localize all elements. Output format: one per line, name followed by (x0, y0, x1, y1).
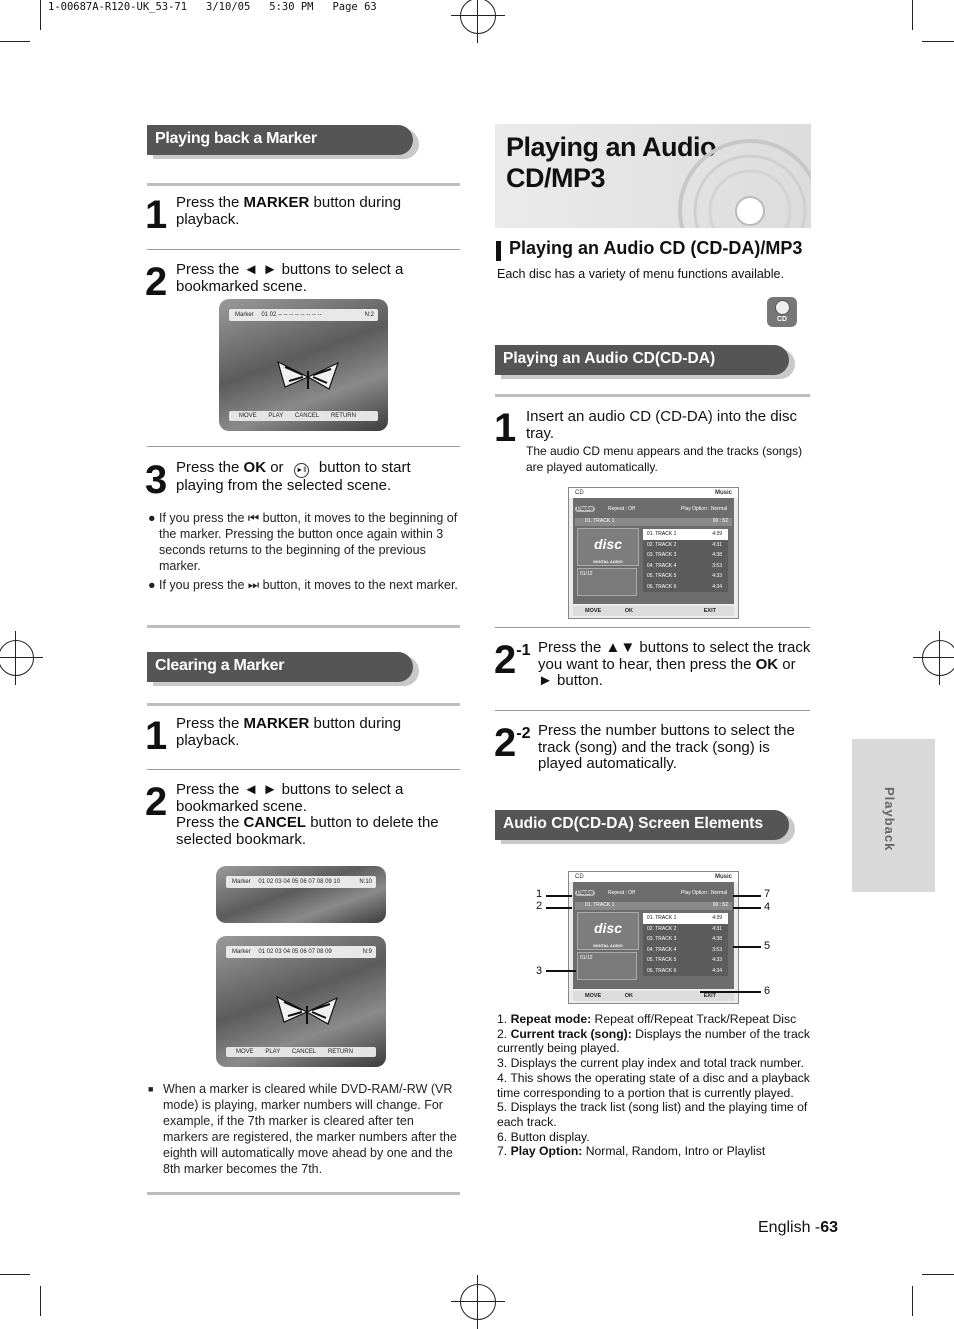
crop-mark (912, 0, 913, 30)
butterfly-image (272, 992, 342, 1032)
disc-logo: disc DIGITAL AUDIO (577, 528, 639, 566)
callout-6: 6 (764, 985, 771, 997)
title-box (495, 124, 811, 228)
divider (495, 627, 810, 628)
play-pause-icon: ►‖ (294, 463, 309, 478)
marker-screen-before (216, 866, 386, 923)
step-text: Press the ◄ ► buttons to select a bookmarked scene. (176, 261, 404, 295)
section-heading-playing-back-marker: Playing back a Marker (147, 125, 413, 155)
section-heading-screen-elements: Audio CD(CD-DA) Screen Elements (495, 810, 789, 840)
track-row[interactable]: 01. TRACK 1 4:39 (643, 529, 728, 540)
step-number: 1 (145, 714, 168, 758)
list-item: 2. Current track (song): Displays the number of the track currently being played. (497, 1026, 810, 1056)
track-list (643, 529, 728, 592)
divider (147, 769, 460, 770)
step-number: $2^{-1}$ (494, 638, 531, 682)
crop-mark (922, 41, 954, 42)
list-item: 5. Displays the track list (song list) and the playing time of each track. (497, 1100, 808, 1129)
marker-screen (219, 299, 388, 431)
bullet-item: ● If you press the ⏮ button, it moves to the beginning of the marker. Pressing the button once again within 3 seconds returns to the beginning of the previous marker. (148, 511, 458, 573)
track-row[interactable]: 05. TRACK 5 4:33 (647, 957, 722, 963)
divider (147, 249, 460, 250)
page-number: English -63 (758, 1219, 839, 1236)
track-row[interactable]: 03. TRACK 3 4:38 (647, 936, 722, 942)
step-number: 1 (145, 193, 168, 237)
registration-mark (922, 640, 954, 676)
chapter-tab: Playback (852, 739, 935, 892)
callout-2: 2 (536, 900, 543, 912)
step-text: Press the OK or ►‖ button to start playing from the selected scene. (176, 459, 411, 494)
button-bar: MOVE PLAY CANCEL RETURN (226, 1047, 376, 1057)
section-heading-clearing-marker: Clearing a Marker (147, 652, 413, 682)
disc-logo: disc DIGITAL AUDIO (577, 912, 639, 950)
registration-mark (0, 640, 34, 676)
heading-bar (496, 241, 501, 261)
crop-mark (0, 1274, 30, 1275)
track-row[interactable]: 04. TRACK 4 3:53 (647, 946, 722, 953)
step-number: 1 (494, 406, 517, 450)
step-text: Press the ▲▼ buttons to select the track you want to hear, then press the OK or ► button. (538, 639, 811, 689)
registration-mark (460, 1284, 496, 1320)
cd-badge: CD (767, 297, 797, 327)
step-text: Press the ◄ ► buttons to select a bookmarked scene. Press the CANCEL button to delete the selected bookmark. (176, 781, 439, 848)
divider (495, 394, 810, 397)
track-row[interactable]: 03. TRACK 3 4:38 (647, 552, 722, 558)
step-text: Insert an audio CD (CD-DA) into the disc tray. The audio CD menu appears and the tracks (songs) are played automatically. (526, 408, 803, 474)
step-number: 3 (145, 458, 168, 502)
callout-line (733, 907, 761, 909)
marker-bar: Marker 01 02 -- -- -- -- -- -- -- -- N:2 (229, 309, 378, 321)
cd-icon (775, 300, 790, 315)
bullet-list (148, 510, 460, 593)
divider (147, 703, 460, 706)
step-text: Press the MARKER button during playback. (176, 194, 402, 228)
track-row[interactable]: 06. TRACK 6 4:34 (647, 583, 722, 590)
callout-3: 3 (536, 965, 543, 977)
divider (147, 1192, 460, 1195)
step-number: 2 (145, 780, 168, 824)
divider (147, 625, 460, 628)
callout-line (546, 907, 572, 909)
disc-graphic (675, 136, 811, 228)
crop-mark (912, 1286, 913, 1316)
track-row[interactable]: 01. TRACK 1 4:39 (643, 913, 728, 924)
divider (147, 183, 460, 186)
screen-elements-list (497, 1012, 817, 1159)
step-number: 2 (145, 260, 168, 304)
intro-text: Each disc has a variety of menu functions available. (497, 267, 784, 281)
crop-mark (40, 1286, 41, 1316)
menu-footer: MOVE OK EXIT (573, 991, 734, 1001)
button-bar: MOVE PLAY CANCEL RETURN (229, 411, 378, 421)
note: ■ When a marker is cleared while DVD-RAM/-RW (VR mode) is playing, marker numbers will change. For example, if the 7th marker is cleared after ten markers are registered, the marker numbers after the eighth will automatically move ahead by one and the 8th marker becomes the 7th. (148, 1082, 457, 1176)
step-number: $2^{-2}$ (494, 721, 531, 765)
track-row[interactable]: 06. TRACK 6 4:34 (647, 967, 722, 974)
callout-7: 7 (764, 888, 771, 900)
callout-line (733, 946, 761, 948)
page-title: Playing an Audio CD/MP3 (506, 132, 717, 193)
callout-5: 5 (764, 940, 771, 952)
crop-mark (0, 41, 30, 42)
audio-cd-menu-annotated: CD Music Display Repeat : Off Play Option : Normal 01. TRACK 1 00 : 52 disc DIGITAL AUDIO 01/12 01. TRACK 1 4:39 02. TRACK 2 4:31 03. TRACK 3 4:38 04. TRACK 4 3:53 05. TRACK 5 4:33 06. TRACK 6 4:34 MOVE OK EXIT (568, 871, 739, 1004)
marker-bar: Marker 01 02 03 04 05 06 07 08 09 10 N:10 (226, 876, 376, 888)
crop-mark (40, 0, 41, 30)
audio-cd-menu: CD Music Display Repeat : Off Play Option : Normal 01. TRACK 1 00 : 52 disc DIGITAL AUDIO 01/12 01. TRACK 1 4:39 02. TRACK 2 4:31 03. TRACK 3 4:38 04. TRACK 4 3:53 05. TRACK 5 4:33 06. TRACK 6 4:34 MOVE OK EXIT (568, 487, 739, 619)
butterfly-image (273, 357, 343, 397)
step-text: Press the MARKER button during playback. (176, 715, 402, 749)
callout-line (546, 895, 572, 897)
marker-screen-after (216, 936, 386, 1067)
menu-footer: MOVE OK EXIT (573, 606, 734, 616)
callout-line (700, 991, 761, 993)
marker-bar: Marker 01 02 03 04 05 06 07 08 09 N:9 (226, 946, 376, 958)
list-item: 1. Repeat mode: Repeat off/Repeat Track/Repeat Disc (497, 1012, 797, 1026)
callout-1: 1 (536, 888, 543, 900)
track-row[interactable]: 02. TRACK 2 4:31 (647, 925, 722, 932)
callout-4: 4 (764, 901, 771, 913)
divider (495, 710, 810, 711)
section-heading-playing-cd-da: Playing an Audio CD(CD-DA) (495, 345, 789, 375)
sub-title: Playing an Audio CD (CD-DA)/MP3 (509, 238, 803, 258)
track-row[interactable]: 04. TRACK 4 3:53 (647, 562, 722, 569)
print-slug: 1-00687A-R120-UK_53-71 3/10/05 5:30 PM Page 63 (48, 1, 377, 13)
list-item: 7. Play Option: Normal, Random, Intro or Playlist (497, 1144, 766, 1159)
track-list (643, 913, 728, 976)
track-row[interactable]: 05. TRACK 5 4:33 (647, 573, 722, 579)
crop-mark (922, 1274, 954, 1275)
registration-mark (460, 0, 496, 34)
list-item: 3. Displays the current play index and total track number. (497, 1056, 804, 1071)
callout-line (733, 895, 761, 897)
step-text: Press the number buttons to select the track (song) and the track (song) is played automatically. (538, 722, 795, 772)
list-item: 6. Button display. (497, 1129, 590, 1144)
list-item: 4. This shows the operating state of a disc and a playback time corresponding to a portion that is currently played. (497, 1070, 810, 1100)
callout-line (546, 970, 576, 972)
divider (147, 446, 460, 447)
bullet-item: ● If you press the ⏭ button, it moves to the next marker. (148, 578, 458, 592)
track-row[interactable]: 02. TRACK 2 4:31 (647, 541, 722, 548)
